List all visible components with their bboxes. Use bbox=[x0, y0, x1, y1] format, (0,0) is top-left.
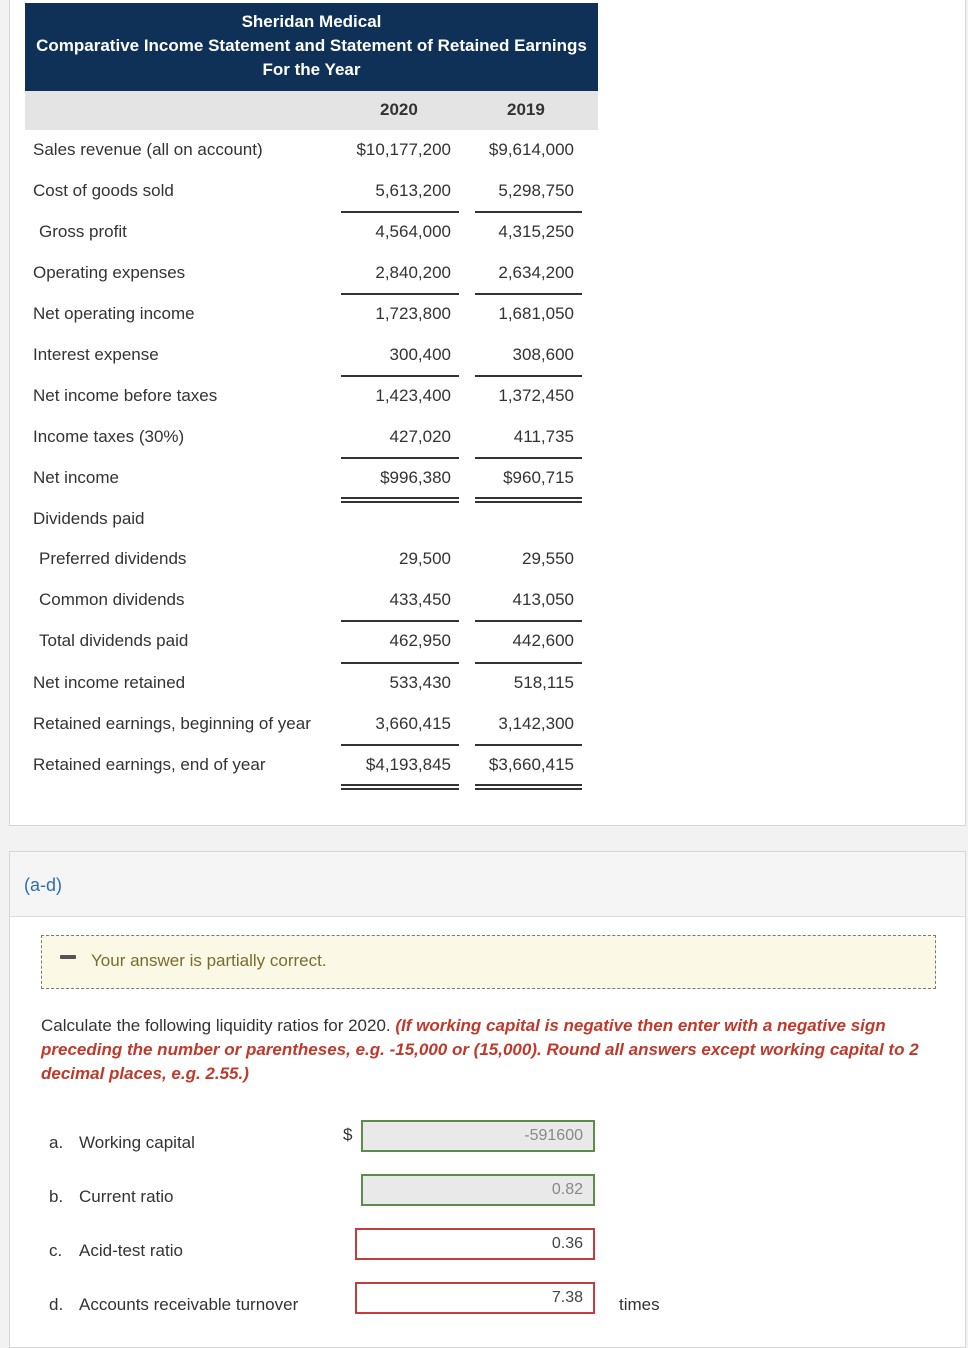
dollar-sign: $ bbox=[343, 1125, 353, 1144]
row-income-taxes: Income taxes (30%) 427,020 411,735 bbox=[33, 427, 574, 446]
times-unit: times bbox=[619, 1295, 660, 1314]
feedback-box bbox=[41, 935, 936, 989]
question-d: d. Accounts receivable turnover bbox=[49, 1295, 299, 1314]
double-underline bbox=[475, 784, 582, 790]
row-dividends-paid: Dividends paid bbox=[33, 509, 145, 528]
question-c: c. Acid-test ratio bbox=[49, 1241, 183, 1260]
instruction-text: Calculate the following liquidity ratios for 2020. bbox=[41, 1016, 391, 1035]
question-b: b. Current ratio bbox=[49, 1187, 174, 1206]
row-retained-earnings-end: Retained earnings, end of year $4,193,845 $3,660,415 bbox=[33, 755, 574, 774]
working-capital-input[interactable]: -591600 bbox=[361, 1120, 595, 1152]
instruction-hint: (If working capital is negative then enter with a negative sign preceding the number or parentheses, e.g. -15,000 or (15,000). Round all answers except working capital to 2 decimal places, e.g. 2.55.) bbox=[41, 1016, 919, 1083]
partial-credit-icon bbox=[60, 955, 76, 959]
feedback-message: Your answer is partially correct. bbox=[91, 951, 327, 970]
row-cost-of-goods-sold: Cost of goods sold 5,613,200 5,298,750 bbox=[33, 181, 574, 200]
row-net-income: Net income $996,380 $960,715 bbox=[33, 468, 574, 487]
row-preferred-dividends: Preferred dividends 29,500 29,550 bbox=[39, 549, 574, 568]
ar-turnover-input[interactable]: 7.38 bbox=[355, 1282, 595, 1314]
row-common-dividends: Common dividends 433,450 413,050 bbox=[39, 590, 574, 609]
double-underline bbox=[341, 784, 459, 790]
row-operating-expenses: Operating expenses 2,840,200 2,634,200 bbox=[33, 263, 574, 282]
year-header-row bbox=[25, 91, 598, 130]
acid-test-ratio-input[interactable]: 0.36 bbox=[355, 1228, 595, 1260]
statement-period: For the Year bbox=[262, 60, 361, 79]
row-net-income-before-taxes: Net income before taxes 1,423,400 1,372,450 bbox=[33, 386, 574, 405]
row-net-operating-income: Net operating income 1,723,800 1,681,050 bbox=[33, 304, 574, 323]
part-label: (a-d) bbox=[24, 875, 63, 895]
row-sales-revenue: Sales revenue (all on account) $10,177,200 $9,614,000 bbox=[33, 140, 574, 159]
row-interest-expense: Interest expense 300,400 308,600 bbox=[33, 345, 574, 364]
row-gross-profit: Gross profit 4,564,000 4,315,250 bbox=[39, 222, 574, 241]
statement-header bbox=[25, 3, 598, 91]
part-header bbox=[10, 852, 965, 917]
question-a: a. Working capital bbox=[49, 1133, 195, 1152]
row-retained-earnings-beginning: Retained earnings, beginning of year 3,660,415 3,142,300 bbox=[33, 714, 574, 733]
company-name: Sheridan Medical bbox=[241, 12, 382, 31]
instructions bbox=[41, 1014, 941, 1086]
year-2019-header: 2019 bbox=[507, 100, 545, 119]
row-net-income-retained: Net income retained 533,430 518,115 bbox=[33, 673, 574, 692]
question-card bbox=[9, 851, 966, 1348]
statement-title: Comparative Income Statement and Statement of Retained Earnings bbox=[36, 36, 587, 55]
year-2020-header: 2020 bbox=[380, 100, 418, 119]
current-ratio-input[interactable]: 0.82 bbox=[361, 1174, 595, 1206]
row-total-dividends-paid: Total dividends paid 462,950 442,600 bbox=[39, 631, 574, 650]
